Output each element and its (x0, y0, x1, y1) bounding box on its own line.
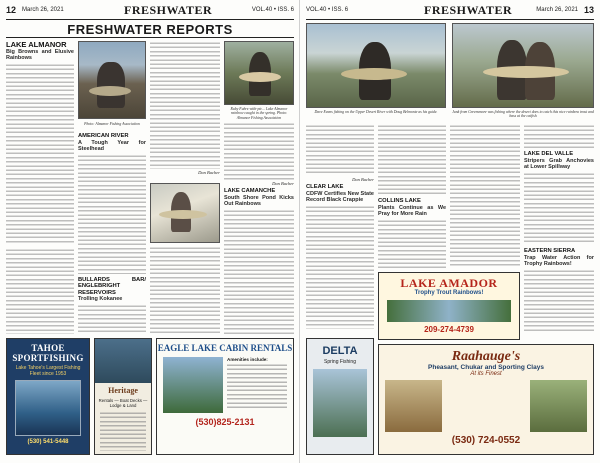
folio-rule (6, 19, 294, 20)
section-title: FRESHWATER REPORTS (67, 22, 233, 37)
angler-figure (97, 62, 125, 108)
lake-camanche-subtitle: South Shore Pond Kicks Out Rainbows (224, 194, 294, 207)
volume-issue: VOL.40 • ISS. 6 (251, 7, 294, 13)
ad-body-text (446, 380, 526, 432)
fishing-photo-lake-almanor (78, 41, 146, 119)
del-valle-column (524, 124, 594, 244)
ad-amenities-label: Amenities include: (227, 357, 268, 362)
raahauges-ad[interactable] (378, 344, 594, 455)
lake-almanor-column (6, 41, 74, 244)
article-body-text (78, 154, 146, 274)
collins-lake-column (378, 198, 446, 268)
eastern-sierra-subtitle: Trap Water Action for Trophy Rainbows! (524, 254, 594, 267)
article-body-text (6, 248, 74, 334)
article-body-text (150, 41, 220, 169)
article-body-text (378, 219, 446, 269)
article-body-text (6, 63, 74, 244)
ad-photo-lake (95, 339, 151, 383)
article-body-text (224, 122, 294, 180)
article-body-text (150, 246, 220, 334)
ad-photo-pheasant (385, 380, 442, 432)
ad-photo-cabin (163, 357, 223, 413)
tahoe-sportfishing-ad[interactable] (6, 338, 90, 455)
del-valle-subtitle: Stripers Grab Anchovies at Lower Spillway (524, 157, 594, 170)
section-rule (6, 37, 294, 38)
byline: Dan Bacher (352, 177, 374, 182)
bullards-photo (150, 183, 220, 243)
photo-caption: Junk from Greensmore was fishing where the desert does to catch this nice rainbow trout and bass at the catfish (452, 110, 594, 119)
photo-caption: Dave Evans fishing on the Upper Desert River with Doug Belmonte as his guide. (314, 110, 438, 114)
american-river-subtitle: A Tough Year for Steelhead (78, 139, 146, 152)
ad-brand: Raahauge's (451, 349, 521, 364)
clear-lake-title: CLEAR LAKE (306, 184, 344, 190)
article-body-text (306, 205, 374, 329)
trout-fish (483, 66, 569, 78)
brown-trout-fish (89, 86, 131, 96)
article-body-text (78, 304, 146, 334)
left-folio (6, 3, 294, 19)
article-body-text (450, 124, 520, 268)
lake-almanor-title: LAKE ALMANOR (6, 41, 67, 49)
folio-rule (306, 19, 594, 20)
ad-phone: 209-274-4739 (424, 325, 474, 334)
issue-date: March 26, 2021 (536, 7, 578, 13)
bullards-text (150, 246, 220, 334)
article-body-text (378, 124, 446, 194)
lake-camanche-title: LAKE CAMANCHE (224, 188, 276, 194)
bullards-bar-subtitle: Trolling Kokanee (78, 296, 123, 302)
lake-camanche-column (224, 122, 294, 334)
ad-phone: (530) 724-0552 (451, 435, 521, 446)
clear-lake-subtitle: CDFW Certifies New State Record Black Crappie (306, 190, 374, 203)
collins-lake-subtitle: Plants Continue as We Pray for More Rain (378, 204, 446, 217)
ad-brand: EAGLE LAKE CABIN RENTALS (157, 343, 293, 353)
ad-photo (313, 369, 367, 437)
ad-tagline: Trophy Trout Rainbows! (414, 290, 484, 296)
lake-amador-ad[interactable] (378, 272, 520, 340)
bass-trout-photo (452, 23, 594, 108)
photo-credit: Photo: Almanor Fishing Association (84, 122, 140, 126)
eastern-sierra-title: EASTERN SIERRA (524, 248, 576, 254)
right-page (300, 0, 600, 463)
masthead: FRESHWATER (124, 3, 213, 17)
eastern-sierra-column (524, 248, 594, 334)
ad-subline: At its Finest (470, 371, 502, 377)
upper-river-photo (306, 23, 446, 108)
volume-issue: VOL.40 • ISS. 6 (306, 7, 349, 13)
american-river-column (78, 133, 146, 334)
lake-almanor-subtitle: Big Browns and Elusive Rainbows (6, 49, 74, 61)
american-river-cont-column (150, 41, 220, 179)
delta-ad[interactable] (306, 338, 374, 455)
collins-lake-title: COLLINS LAKE (378, 198, 421, 204)
ad-line: Rentals — Boat Decks — Lodge & Land (98, 398, 148, 408)
ruby-fuhrs-photo (224, 41, 294, 105)
ad-photo-boat (15, 380, 81, 436)
article-body-text (524, 124, 594, 148)
rainbow-trout-fish (239, 72, 281, 82)
clear-lake-cont-column (378, 124, 446, 194)
right-folio (306, 3, 594, 19)
ad-phone: (530)825-2131 (195, 417, 255, 427)
article-body-text (524, 172, 594, 245)
article-continued (6, 248, 74, 334)
page-number: 13 (583, 5, 594, 15)
american-river-title: AMERICAN RIVER (78, 133, 129, 139)
byline: Dan Bacher (198, 170, 220, 175)
byline: Dan Bacher (272, 181, 294, 186)
center-column (450, 124, 520, 268)
del-valle-title: LAKE DEL VALLE (524, 151, 574, 157)
ruby-photo-caption: Ruby Fuhrs-with-pic... Lake Almanor rainbow caught in the spring. Photo: Almanor Fishing Association (230, 107, 288, 120)
ad-tagline: Spring Fishing (324, 359, 356, 365)
bullards-bar-title: BULLARDS BAR/ ENGLEBRIGHT RESERVOIRS (78, 276, 146, 296)
ad-tagline: Lake Tahoe's Largest Fishing Fleet since 1953 (15, 365, 81, 377)
kokanee-fish (159, 210, 207, 219)
ad-body-text (100, 411, 146, 451)
masthead: FRESHWATER (424, 3, 513, 17)
ad-photo-clays (530, 380, 587, 432)
ad-photo-lake (387, 300, 511, 322)
trout-fish (341, 68, 407, 80)
article-body-text (306, 124, 374, 176)
ad-tagline: Pheasant, Chukar and Sporting Clays (428, 364, 544, 371)
ad-body-text (227, 363, 287, 409)
issue-date: March 26, 2021 (22, 7, 64, 13)
article-body-text (224, 209, 294, 335)
ad-brand: Heritage (108, 386, 138, 395)
heritage-rentals-ad[interactable] (94, 338, 152, 455)
page-number: 12 (6, 5, 17, 15)
ad-brand: TAHOE SPORTFISHING (12, 343, 84, 363)
clear-lake-column (306, 124, 374, 334)
ad-brand: LAKE AMADOR (400, 276, 498, 290)
eagle-lake-cabin-ad[interactable] (156, 338, 294, 455)
ad-brand: DELTA (322, 345, 358, 357)
article-body-text (524, 269, 594, 331)
ad-phone: (530) 541-5448 (27, 439, 69, 445)
